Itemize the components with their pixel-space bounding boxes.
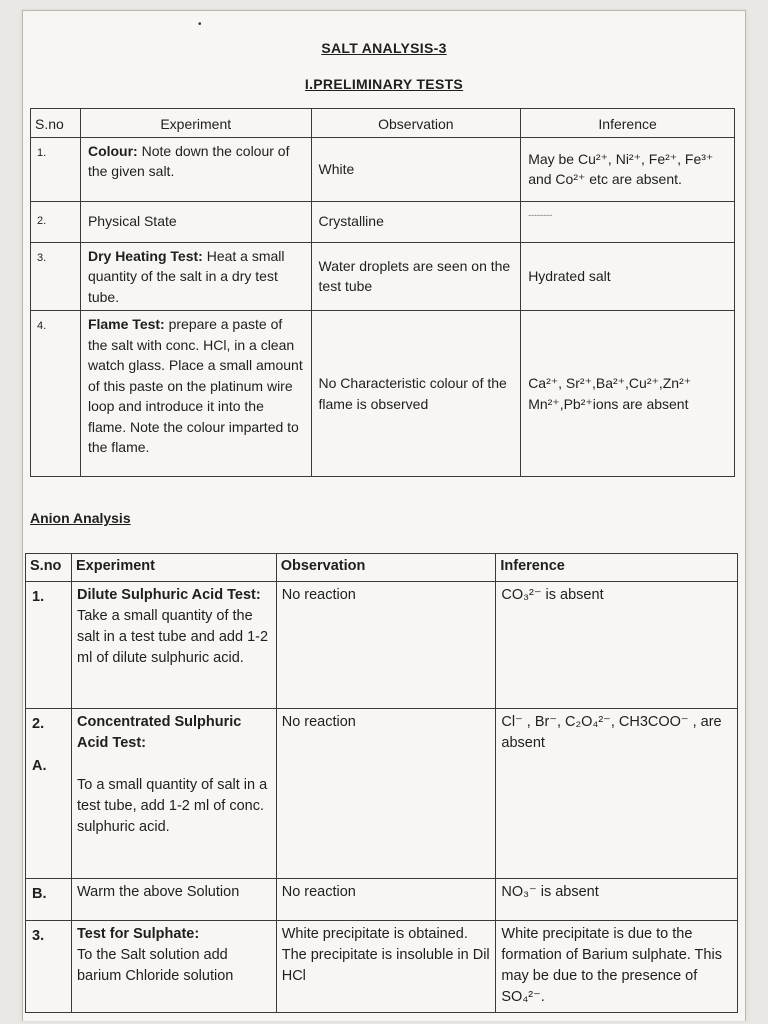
row-experiment: [80, 201, 311, 242]
table-row: [31, 311, 735, 477]
experiment-text: prepare a paste of the salt with conc. HCl, in a clean watch glass. Place a small amount of this paste on the platinum wire loop and introduce it into the flame. Note the colour imparted to the flame.: [87, 316, 303, 455]
header-inference: Inference: [496, 554, 738, 582]
row-sno: 2.: [31, 201, 81, 242]
header-inference: Inference: [521, 109, 735, 138]
row-inference: CO₃²⁻ is absent: [496, 582, 738, 709]
preliminary-tests-table: [30, 108, 735, 477]
experiment-text: Warm the above Solution: [76, 884, 240, 900]
row-sno: 3.: [26, 921, 72, 1013]
table-row: [26, 879, 738, 921]
anion-analysis-table: [25, 553, 738, 1013]
table-row: [31, 242, 735, 311]
row-inference: NO₃⁻ is absent: [496, 879, 738, 921]
row-experiment: [80, 137, 311, 201]
header-experiment: Experiment: [80, 109, 311, 138]
experiment-text: Note down the colour of the given salt.: [87, 142, 290, 179]
experiment-heading: Flame Test:: [87, 316, 165, 332]
row-inference: May be Cu²⁺, Ni²⁺, Fe²⁺, Fe³⁺ and Co²⁺ etc are absent.: [521, 137, 735, 201]
experiment-heading: Test for Sulphate:: [76, 926, 200, 942]
experiment-heading: Dry Heating Test:: [87, 247, 203, 264]
experiment-text: Heat a small quantity of the salt in a dry test tube.: [87, 247, 285, 305]
header-sno: S.no: [26, 554, 72, 582]
row-observation: No reaction: [276, 582, 496, 709]
table-header-row: [31, 109, 735, 138]
row-sno: 4.: [31, 311, 81, 477]
row-experiment: [71, 709, 276, 879]
document-title: SALT ANALYSIS-3: [321, 40, 447, 56]
row-inference: Cl⁻ , Br⁻, C₂O₄²⁻, CH3COO⁻ , are absent: [496, 709, 738, 879]
page-dot-mark: •: [198, 19, 202, 30]
row-experiment: [80, 311, 311, 477]
row-experiment: [71, 921, 276, 1013]
table-row: [26, 709, 738, 879]
table-row: [31, 201, 735, 242]
row-sno: B.: [26, 879, 72, 921]
row-sno: 1.: [31, 137, 81, 201]
row-experiment: [80, 242, 311, 311]
row-sno: 3.: [31, 242, 81, 311]
table-header-row: [26, 554, 738, 582]
header-observation: Observation: [276, 554, 496, 582]
row-experiment: [71, 879, 276, 921]
row-observation: No reaction: [276, 709, 496, 879]
row-observation: Crystalline: [311, 201, 521, 242]
header-observation: Observation: [311, 109, 521, 138]
sno-number: 2.: [32, 716, 45, 732]
header-experiment: Experiment: [71, 554, 276, 582]
row-sno: [26, 709, 72, 879]
experiment-text: To a small quantity of salt in a test tube, add 1-2 ml of conc. sulphuric acid.: [76, 777, 268, 835]
experiment-heading: Dilute Sulphuric Acid Test:: [76, 587, 261, 603]
section-title-preliminary: I.PRELIMINARY TESTS: [304, 76, 464, 92]
row-inference: --------: [521, 201, 735, 242]
table-row: [26, 582, 738, 709]
table-row: [26, 921, 738, 1013]
experiment-heading: Concentrated Sulphuric Acid Test:: [76, 714, 242, 751]
row-observation: Water droplets are seen on the test tube: [311, 242, 521, 311]
experiment-text: Physical State: [87, 213, 177, 230]
experiment-heading: Colour:: [87, 142, 138, 159]
row-observation: No Characteristic colour of the flame is observed: [311, 311, 521, 477]
row-experiment: [71, 582, 276, 709]
table-row: [31, 137, 735, 201]
row-inference: White precipitate is due to the formation of Barium sulphate. This may be due to the presence of SO₄²⁻.: [496, 921, 738, 1013]
row-observation: White precipitate is obtained. The precipitate is insoluble in Dil HCl: [276, 921, 496, 1013]
row-observation: No reaction: [276, 879, 496, 921]
header-sno: S.no: [31, 109, 81, 138]
sno-sub-letter: A.: [32, 758, 47, 774]
row-inference: Hydrated salt: [521, 242, 735, 311]
row-inference: Ca²⁺, Sr²⁺,Ba²⁺,Cu²⁺,Zn²⁺ Mn²⁺,Pb²⁺ions are absent: [521, 311, 735, 477]
document-page: [22, 10, 746, 1021]
experiment-text: Take a small quantity of the salt in a test tube and add 1-2 ml of dilute sulphuric acid.: [76, 608, 269, 666]
row-observation: White: [311, 137, 521, 201]
experiment-text: To the Salt solution add barium Chloride solution: [76, 947, 234, 984]
section-title-anion: Anion Analysis: [30, 510, 131, 526]
row-sno: 1.: [26, 582, 72, 709]
